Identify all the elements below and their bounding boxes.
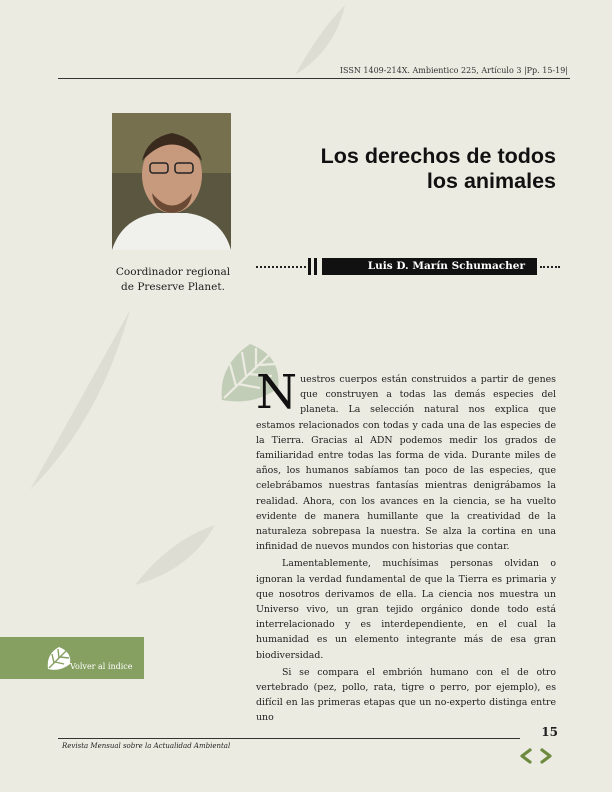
- body-paragraph: [256, 365, 556, 554]
- article-title-line: los animales: [426, 169, 556, 193]
- footer-divider: [58, 738, 520, 739]
- article-body: [256, 365, 556, 726]
- background-leaf-texture: [130, 520, 220, 590]
- author-bar-stripe: [314, 258, 317, 275]
- header-divider: [58, 78, 570, 79]
- article-title: [270, 144, 556, 194]
- author-caption-line: Coordinador regional: [115, 266, 231, 278]
- drop-cap: N: [256, 365, 298, 420]
- back-to-index-button[interactable]: [0, 637, 144, 679]
- body-paragraph: Lamentablemente, muchísimas personas olvidan o ignoran la verdad fundamental de que la Tierra es primaria y que nosotros derivamos de ella. La ciencia nos muestra un Universo vivo, un gran tejido orgánico donde todo está interrelacionado y es interdependiente, en el cual la humanidad es un elemento integrante más de esa gran biodiversidad.: [256, 558, 556, 661]
- back-to-index-label: Volver al índice: [70, 662, 133, 671]
- author-bar-dots-right: [540, 266, 560, 270]
- issn-line: ISSN 1409-214X. Ambientico 225, Artículo 3 |Pp. 15-19|: [339, 66, 568, 75]
- page-number: 15: [541, 725, 558, 739]
- article-title-line: Los derechos de todos: [320, 144, 556, 168]
- chevron-right-icon[interactable]: [538, 746, 554, 766]
- journal-name: Revista Mensual sobre la Actualidad Ambiental: [62, 742, 231, 750]
- leaf-icon: [45, 644, 73, 672]
- chevron-left-icon[interactable]: [518, 746, 534, 766]
- body-paragraph-text: uestros cuerpos están construidos a partir de genes que construyen a todas las demás especies del planeta. La selección natural nos explica que estamos relacionados con todas y cada una de las especies de la Tierra. Gracias al ADN podemos medir los grados de familiaridad entre todas las forma de vida. Durante miles de años, los humanos sabíamos tan poco de las especies, que celebrábamos nuestras fantasías mientras denigrábamos la realidad. Ahora, con los avances en la ciencia, se ha vuelto evidente de manera humillante que la creatividad de la naturaleza sobrepasa la nuestra. Se alza la cortina en una infinidad de nuevos mundos con historias que contar.: [256, 374, 556, 553]
- author-name: Luis D. Marín Schumacher: [322, 258, 537, 275]
- author-caption-line: de Preserve Planet.: [121, 281, 225, 293]
- author-bar-stripe: [308, 258, 311, 275]
- author-caption: [100, 265, 246, 295]
- author-bar-dots-left: [256, 266, 306, 270]
- body-paragraph: Si se compara el embrión humano con el de otro vertebrado (pez, pollo, rata, tigre o perro, por ejemplo), es difícil en las primeras etapas que un no-experto distinga entre uno: [256, 666, 556, 724]
- author-photo: [112, 113, 231, 250]
- author-portrait-image: [112, 113, 231, 250]
- background-leaf-texture: [20, 300, 140, 500]
